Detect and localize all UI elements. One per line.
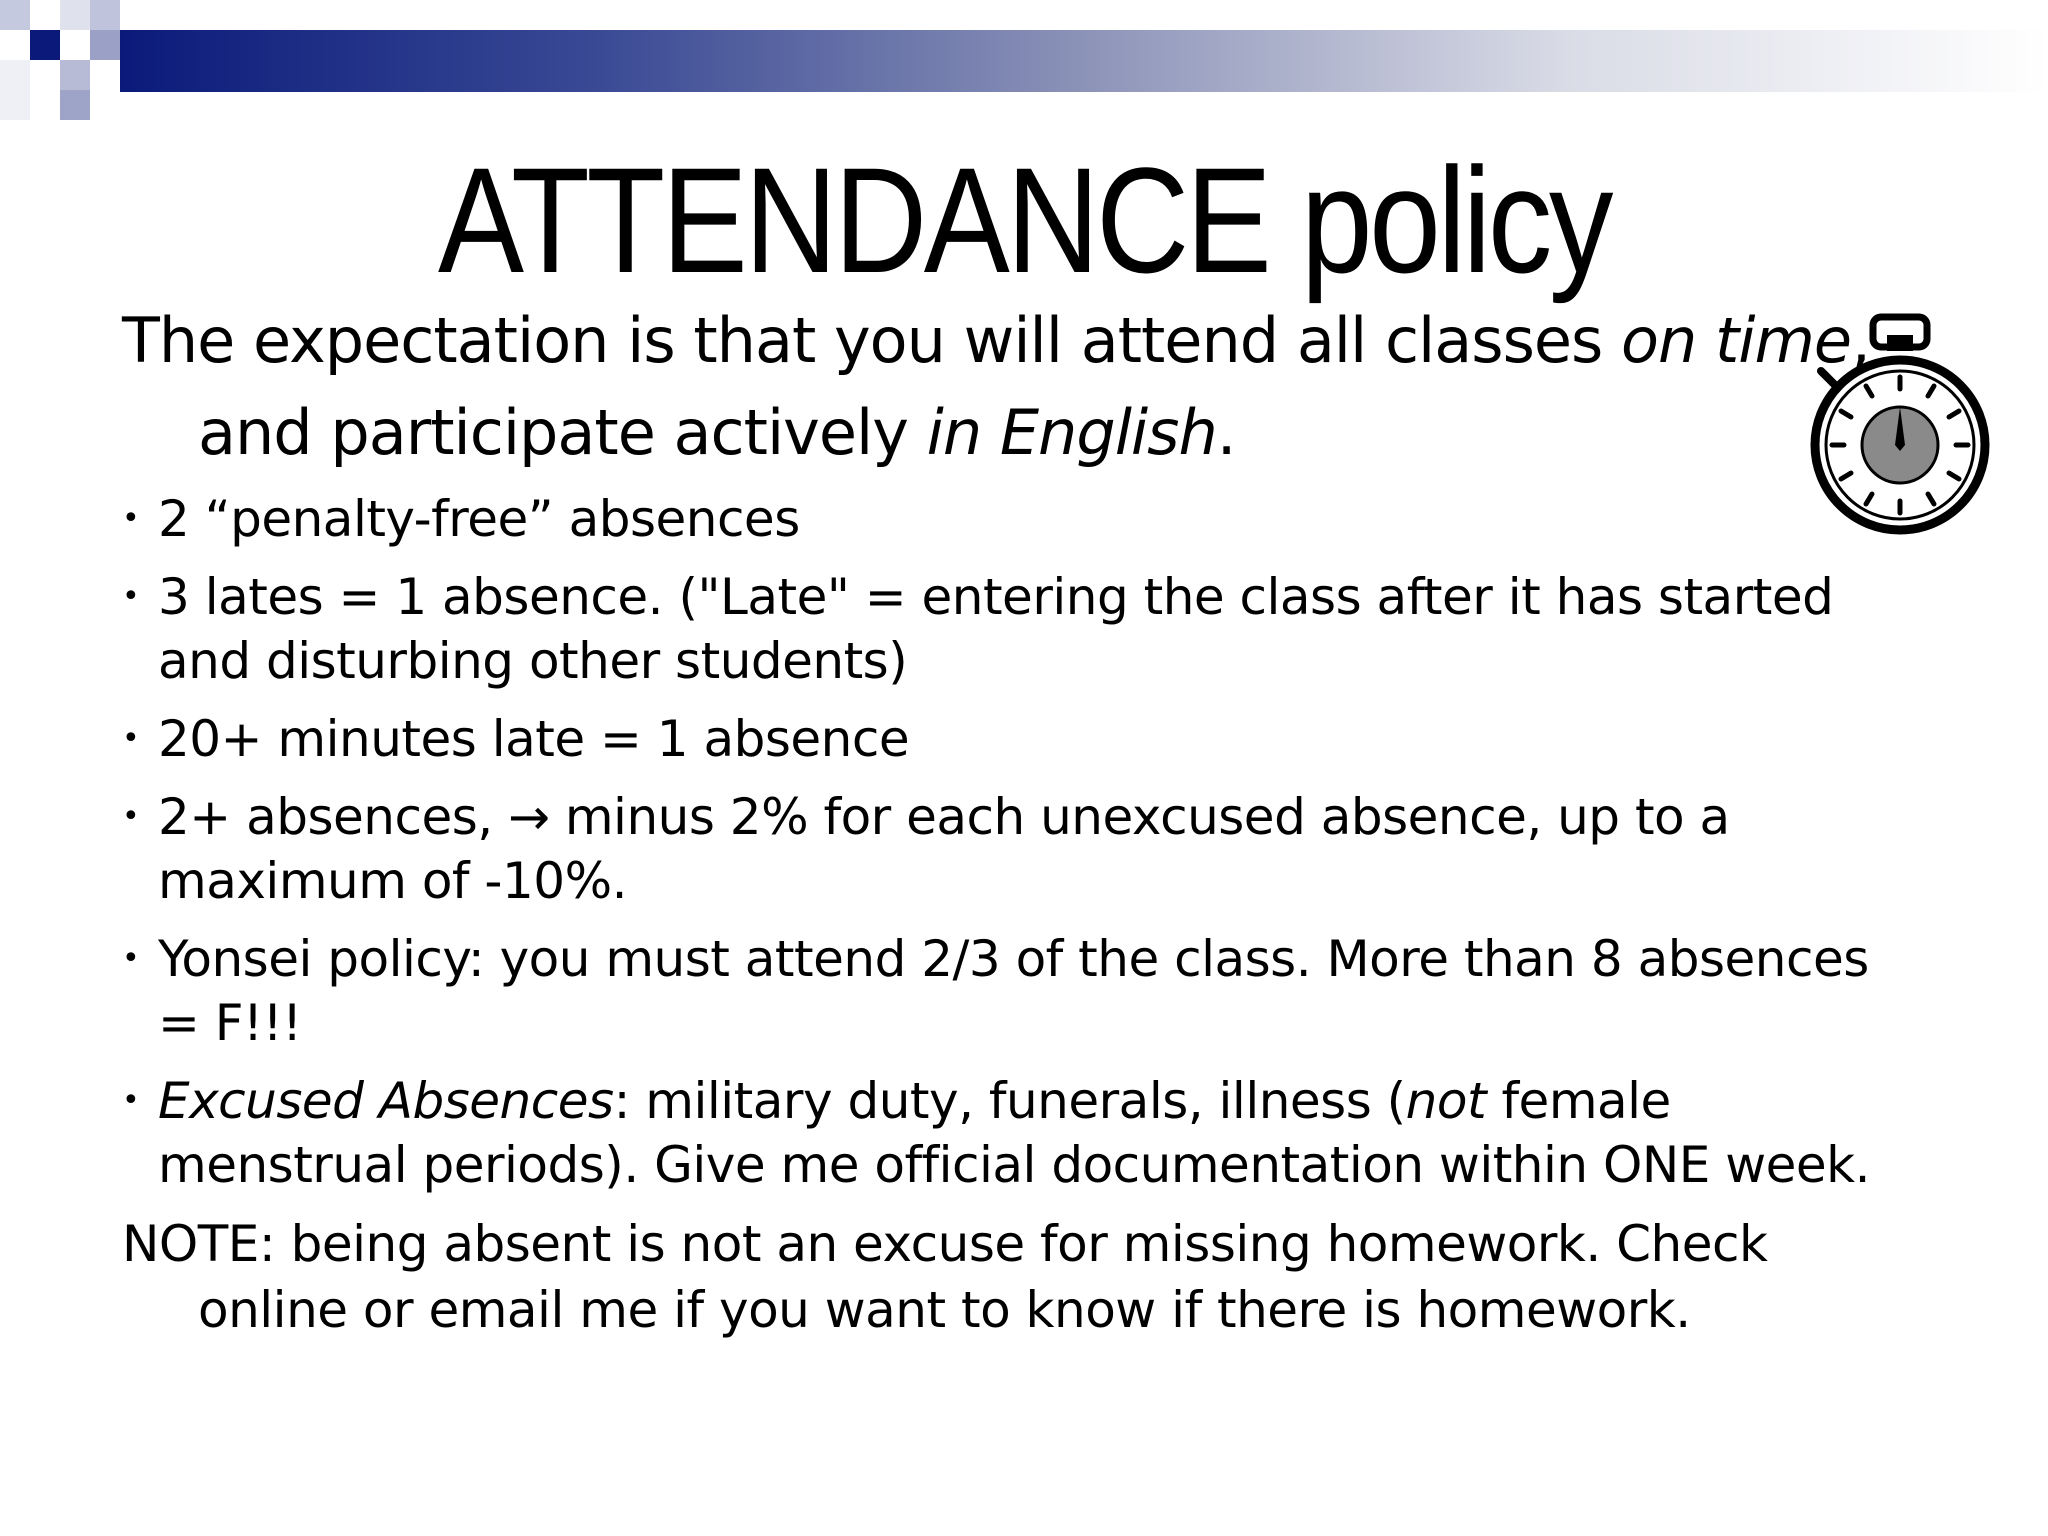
decor-square xyxy=(60,90,90,120)
decor-square xyxy=(90,30,120,60)
slide-title: ATTENDANCE policy xyxy=(437,136,1610,304)
list-item-text: 20+ minutes late = 1 absence xyxy=(158,710,910,768)
list-item-text: 3 lates = 1 absence. ("Late" = entering the class after it has started and disturbing other students) xyxy=(158,568,1834,690)
intro-emphasis: in English xyxy=(926,396,1217,469)
list-item-text: Yonsei policy: you must attend 2/3 of the class. More than 8 absences = F!!! xyxy=(158,930,1869,1052)
decor-square xyxy=(0,60,30,120)
bullet-list xyxy=(122,487,1922,1197)
bullet-icon: • xyxy=(122,799,140,834)
bullet-icon: • xyxy=(122,1083,140,1118)
list-item xyxy=(122,785,1922,913)
list-item xyxy=(122,707,1922,771)
list-item xyxy=(122,487,1922,551)
decor-square xyxy=(90,0,120,30)
intro-paragraph xyxy=(122,295,1922,479)
bullet-icon: • xyxy=(122,941,140,976)
bullet-icon: • xyxy=(122,721,140,756)
decor-square xyxy=(30,30,60,60)
decor-square xyxy=(0,0,30,30)
list-item xyxy=(122,927,1922,1055)
list-item-text: 2 “penalty-free” absences xyxy=(158,490,800,548)
list-item-text: 2+ absences, → minus 2% for each unexcused absence, up to a maximum of -10%. xyxy=(158,788,1730,910)
decor-square xyxy=(60,0,90,30)
bullet-icon: • xyxy=(122,501,140,536)
intro-text: , and participate actively xyxy=(198,304,1870,469)
bullet-icon: • xyxy=(122,579,140,614)
intro-text: . xyxy=(1216,396,1236,469)
intro-text: The expectation is that you will attend all classes xyxy=(122,304,1622,377)
header-gradient-bar xyxy=(120,30,2048,92)
list-item xyxy=(122,565,1922,693)
list-item-emphasis: not xyxy=(1405,1072,1487,1130)
intro-emphasis: on time xyxy=(1621,304,1852,377)
slide-body xyxy=(122,295,1922,1343)
list-item-text: female menstrual periods). Give me official documentation within ONE week. xyxy=(158,1072,1870,1194)
list-item xyxy=(122,1069,1922,1197)
list-item-emphasis: Excused Absences xyxy=(158,1072,614,1130)
note-paragraph: NOTE: being absent is not an excuse for missing homework. Check online or email me if you want to know if there is homework. xyxy=(122,1215,1768,1339)
list-item-text: : military duty, funerals, illness ( xyxy=(613,1072,1406,1130)
decor-square xyxy=(60,60,90,90)
